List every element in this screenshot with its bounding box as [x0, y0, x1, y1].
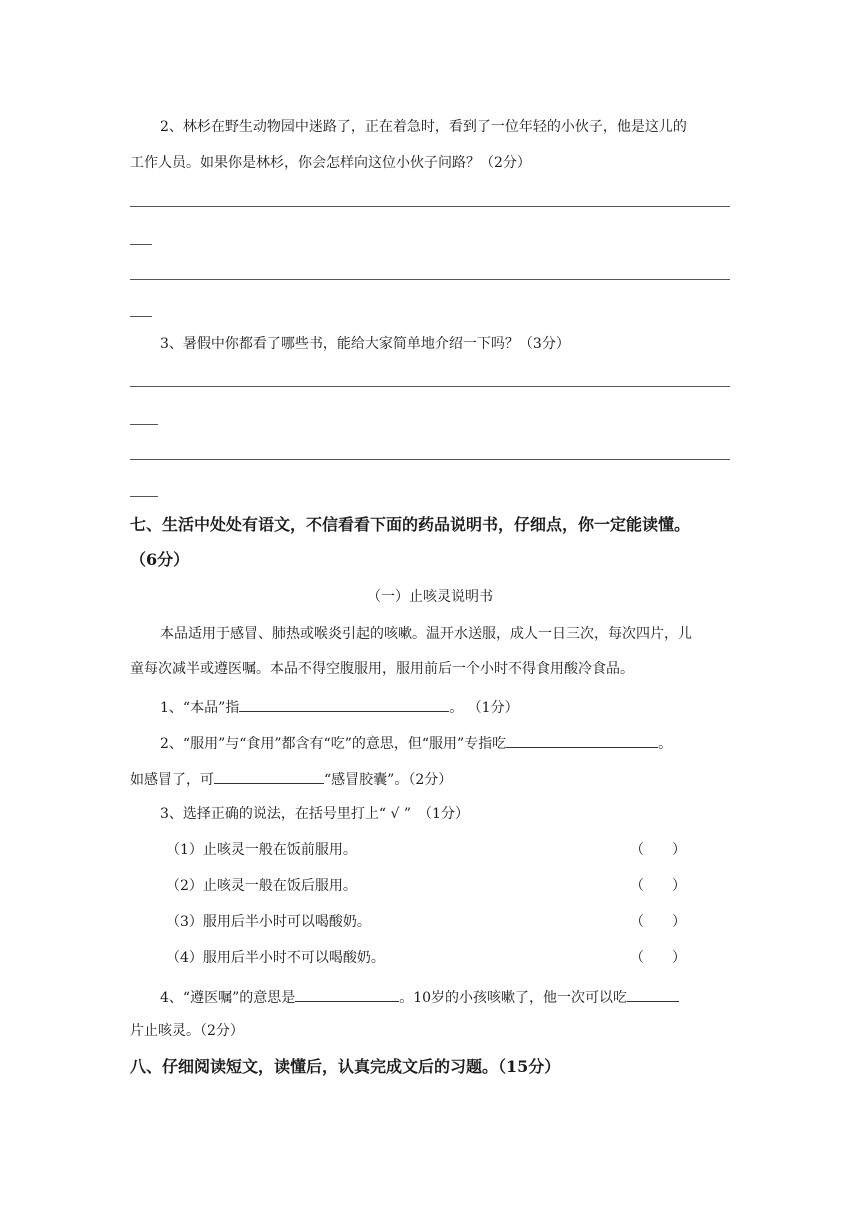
answer-line-stub — [130, 244, 152, 245]
q7-2-blank[interactable] — [506, 732, 658, 748]
answer-line — [130, 279, 730, 280]
answer-line — [130, 386, 730, 387]
option-3: （3）服用后半小时可以喝酸奶。 — [166, 914, 371, 930]
q7-1-prefix: 1、“本品”指 — [160, 700, 240, 716]
answer-line-stub — [130, 424, 158, 425]
q7-2b-blank[interactable] — [214, 768, 324, 784]
answer-paren[interactable]: （ ） — [630, 914, 686, 930]
q7-1-blank[interactable] — [239, 696, 449, 712]
section8-heading: 八、仔细阅读短文，读懂后，认真完成文后的习题。（15分） — [130, 1057, 561, 1076]
q7-4 — [160, 986, 679, 1008]
q7-2b — [130, 768, 452, 790]
passage-line2: 童每次减半或遵医嘱。本品不得空腹服用，服用前后一个小时不得食用酸冷食品。 — [130, 661, 634, 677]
answer-line-stub — [130, 496, 158, 497]
passage-line1: 本品适用于感冒、肺热或喉炎引起的咳嗽。温开水送服，成人一日三次，每次四片，儿 — [160, 626, 692, 642]
q7-2-prefix: 2、“服用”与“食用”都含有“吃”的意思，但“服用”专指吃 — [160, 736, 507, 752]
answer-line — [130, 206, 730, 207]
q7-2 — [160, 732, 672, 754]
q7-1-suffix: 。 （1分） — [449, 700, 519, 716]
q7-2b-suffix: “感冒胶囊”。（2分） — [324, 772, 453, 788]
answer-paren[interactable]: （ ） — [630, 878, 686, 894]
q6-2-line1: 2、林杉在野生动物园中迷路了，正在着急时，看到了一位年轻的小伙子，他是这儿的 — [160, 119, 687, 135]
q6-2-line2: 工作人员。如果你是林杉，你会怎样向这位小伙子问路？（2分） — [130, 155, 531, 171]
option-1: （1）止咳灵一般在饭前服用。 — [166, 842, 357, 858]
answer-line-stub — [130, 316, 152, 317]
section7-heading-score: （6分） — [130, 550, 190, 569]
q7-2-suffix: 。 — [658, 736, 673, 752]
q7-4-blank[interactable] — [295, 986, 399, 1002]
q7-4-prefix: 4、“遵医嘱”的意思是 — [160, 990, 296, 1006]
q7-4-middle: 。10岁的小孩咳嗽了，他一次可以吃 — [399, 990, 628, 1006]
q7-2b-prefix: 如感冒了，可 — [130, 772, 214, 788]
section7-heading: 七、生活中处处有语文，不信看看下面的药品说明书，仔细点，你一定能读懂。 — [130, 515, 691, 534]
q7-1 — [160, 696, 519, 718]
q6-3-line1: 3、暑假中你都看了哪些书，能给大家简单地介绍一下吗？（3分） — [160, 336, 570, 352]
answer-paren[interactable]: （ ） — [630, 842, 686, 858]
q7-4-blank-count[interactable] — [627, 986, 679, 1002]
answer-line — [130, 459, 730, 460]
option-4: （4）服用后半小时不可以喝酸奶。 — [166, 950, 385, 966]
answer-paren[interactable]: （ ） — [630, 950, 686, 966]
q7-3: 3、选择正确的说法，在括号里打上“ √ ” （1分） — [160, 806, 469, 822]
option-2: （2）止咳灵一般在饭后服用。 — [166, 878, 357, 894]
q7-4-line2: 片止咳灵。（2分） — [130, 1023, 244, 1039]
section7-subtitle: （一）止咳灵说明书 — [367, 589, 493, 605]
